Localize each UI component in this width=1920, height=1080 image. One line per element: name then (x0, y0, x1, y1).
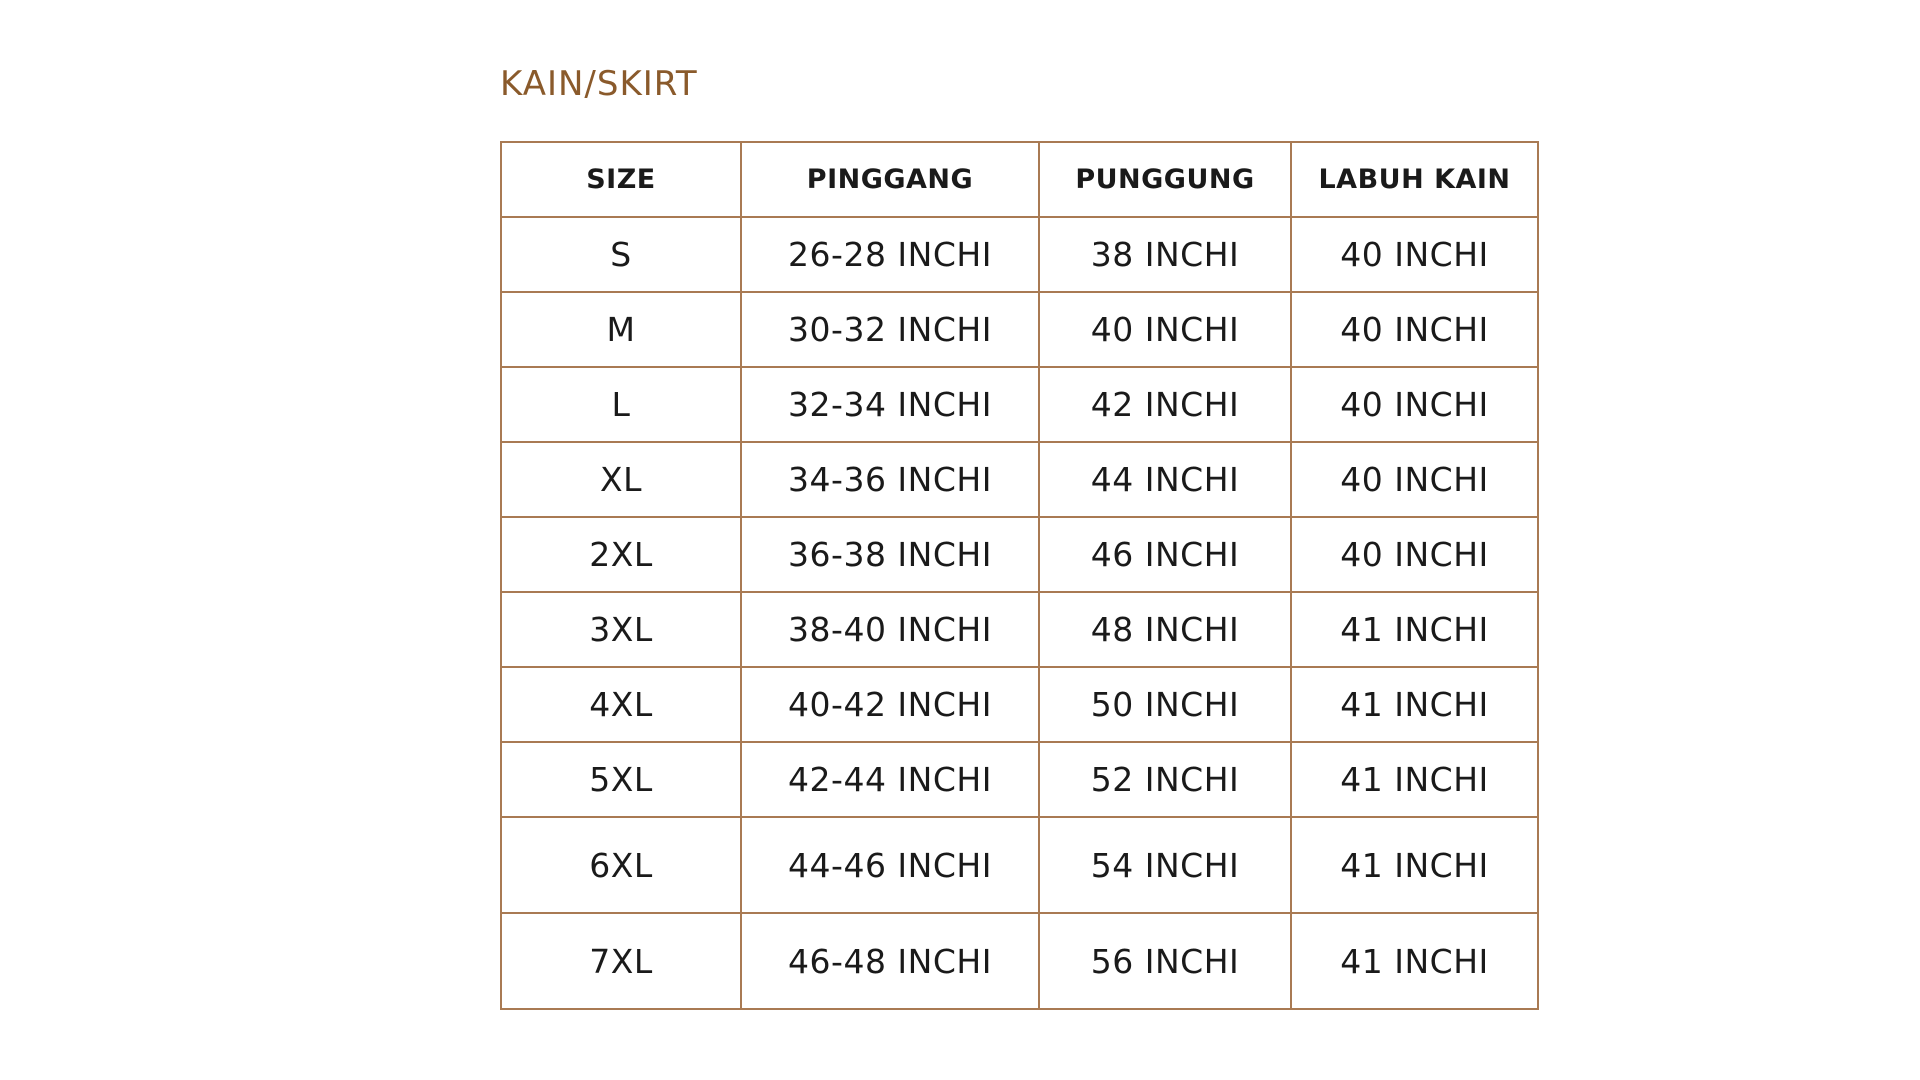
cell-pinggang: 34-36 INCHI (741, 442, 1039, 517)
cell-pinggang: 46-48 INCHI (741, 913, 1039, 1009)
cell-labuh-kain: 41 INCHI (1291, 817, 1538, 913)
table-row (501, 913, 1538, 1009)
cell-punggung: 54 INCHI (1039, 817, 1291, 913)
cell-punggung: 52 INCHI (1039, 742, 1291, 817)
cell-labuh-kain: 40 INCHI (1291, 292, 1538, 367)
cell-pinggang: 32-34 INCHI (741, 367, 1039, 442)
cell-size: L (501, 367, 741, 442)
cell-pinggang: 36-38 INCHI (741, 517, 1039, 592)
table-row (501, 817, 1538, 913)
cell-pinggang: 44-46 INCHI (741, 817, 1039, 913)
cell-labuh-kain: 41 INCHI (1291, 592, 1538, 667)
cell-punggung: 42 INCHI (1039, 367, 1291, 442)
cell-size: XL (501, 442, 741, 517)
cell-pinggang: 30-32 INCHI (741, 292, 1039, 367)
header-labuh-kain: LABUH KAIN (1291, 142, 1538, 217)
cell-labuh-kain: 40 INCHI (1291, 442, 1538, 517)
cell-size: 6XL (501, 817, 741, 913)
cell-pinggang: 40-42 INCHI (741, 667, 1039, 742)
cell-labuh-kain: 40 INCHI (1291, 517, 1538, 592)
table-row (501, 592, 1538, 667)
cell-labuh-kain: 41 INCHI (1291, 913, 1538, 1009)
cell-labuh-kain: 40 INCHI (1291, 367, 1538, 442)
header-punggung: PUNGGUNG (1039, 142, 1291, 217)
cell-pinggang: 38-40 INCHI (741, 592, 1039, 667)
cell-punggung: 46 INCHI (1039, 517, 1291, 592)
size-chart-table (500, 141, 1539, 1010)
cell-size: 4XL (501, 667, 741, 742)
page-title: KAIN/SKIRT (500, 64, 698, 104)
cell-pinggang: 26-28 INCHI (741, 217, 1039, 292)
table-row (501, 217, 1538, 292)
cell-pinggang: 42-44 INCHI (741, 742, 1039, 817)
cell-punggung: 44 INCHI (1039, 442, 1291, 517)
cell-punggung: 40 INCHI (1039, 292, 1291, 367)
cell-size: 7XL (501, 913, 741, 1009)
table-row (501, 292, 1538, 367)
cell-size: 5XL (501, 742, 741, 817)
table-header-row (501, 142, 1538, 217)
table-row (501, 742, 1538, 817)
cell-labuh-kain: 41 INCHI (1291, 742, 1538, 817)
cell-labuh-kain: 40 INCHI (1291, 217, 1538, 292)
cell-labuh-kain: 41 INCHI (1291, 667, 1538, 742)
table-row (501, 667, 1538, 742)
cell-size: 3XL (501, 592, 741, 667)
table-row (501, 367, 1538, 442)
cell-size: S (501, 217, 741, 292)
cell-punggung: 38 INCHI (1039, 217, 1291, 292)
header-pinggang: PINGGANG (741, 142, 1039, 217)
cell-punggung: 50 INCHI (1039, 667, 1291, 742)
cell-size: 2XL (501, 517, 741, 592)
table-row (501, 442, 1538, 517)
header-size: SIZE (501, 142, 741, 217)
table-row (501, 517, 1538, 592)
cell-size: M (501, 292, 741, 367)
cell-punggung: 56 INCHI (1039, 913, 1291, 1009)
cell-punggung: 48 INCHI (1039, 592, 1291, 667)
